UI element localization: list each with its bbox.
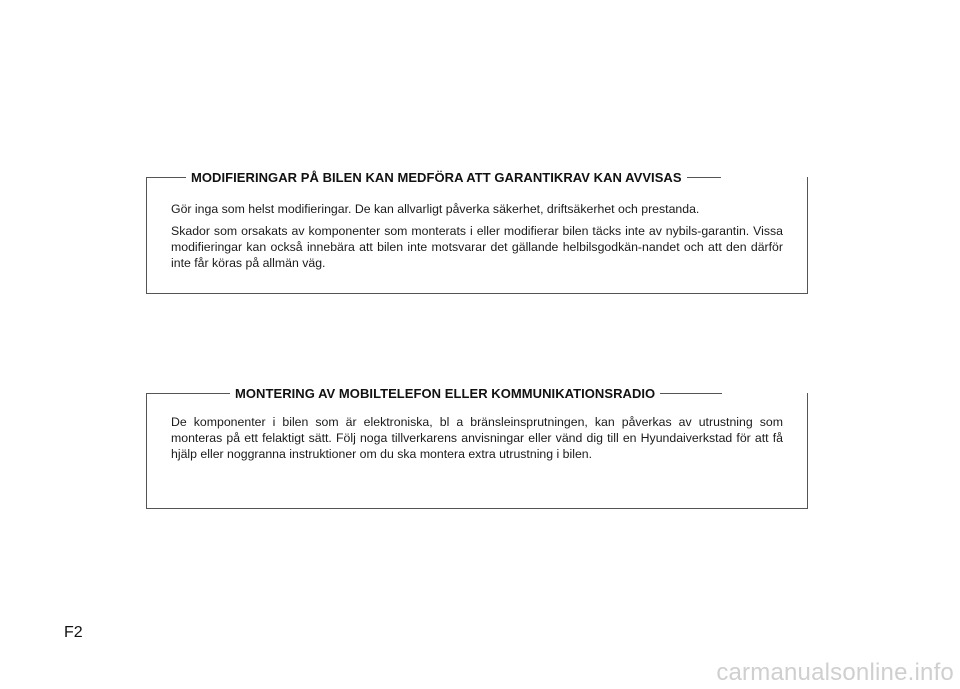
header-rule-right [660,393,722,394]
page-number: F2 [64,624,83,641]
watermark: carmanualsonline.info [716,659,954,686]
notice-title: MONTERING AV MOBILTELEFON ELLER KOMMUNIKATIONSRADIO [235,385,656,401]
notice-box-modifications [146,169,808,294]
header-rule-left [146,393,230,394]
notice-paragraph: Gör inga som helst modifieringar. De kan allvarligt påverka säkerhet, driftsäkerhet och prestanda. [171,202,700,216]
notice-box-mobile-phone [146,385,808,509]
notice-body [171,414,783,462]
notice-header [146,167,808,187]
notice-paragraph: Skador som orsakats av komponenter som monterats i eller modifierar bilen täcks inte av nybils-garantin. Vissa modifieringar kan också innebära att bilen inte motsvarar det gällande helbilsgodkän-nandet och att den därför inte får köras på allmän väg. [171,224,783,270]
notice-body [171,201,783,271]
header-rule-left [146,177,186,178]
header-rule-right [687,177,721,178]
notice-paragraph: De komponenter i bilen som är elektroniska, bl a bränsleinsprutningen, kan påverkas av utrustning som monteras på ett felaktigt sätt. Följ noga tillverkarens anvisningar eller vänd dig till en Hyundaiverkstad för att få hjälp eller noggranna instruktioner om du ska montera extra utrustning i bilen. [171,415,783,461]
notice-title: MODIFIERINGAR PÅ BILEN KAN MEDFÖRA ATT GARANTIKRAV KAN AVVISAS [191,169,682,185]
notice-header [146,383,808,403]
